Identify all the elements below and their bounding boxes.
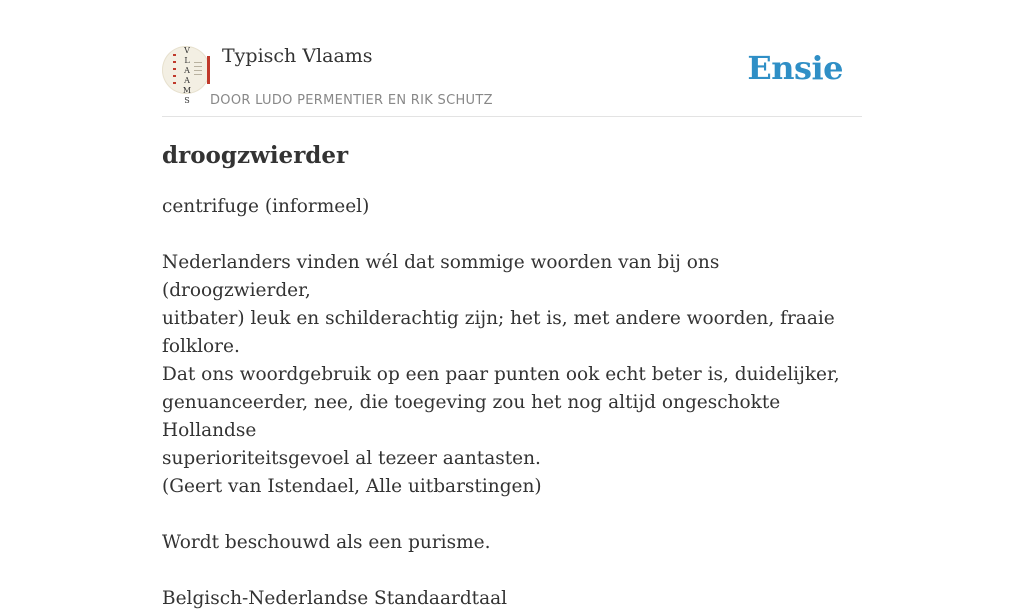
book-authors: DOOR LUDO PERMENTIER EN RIK SCHUTZ <box>210 93 493 108</box>
quote-line: genuanceerder, nee, die toegeving zou het nog altijd ongeschokte Hollandse <box>162 392 781 441</box>
dictionary-entry <box>162 117 862 613</box>
logo-red-bar <box>207 56 210 84</box>
entry-headword: droogzwierder <box>162 142 349 169</box>
ensie-logo[interactable]: Ensie <box>747 49 843 87</box>
entry-definition: centrifuge (informeel) <box>162 196 370 217</box>
logo-red-dots <box>173 54 176 89</box>
site-header <box>162 0 862 117</box>
quote-line: superioriteitsgevoel al tezeer aantasten. <box>162 448 541 469</box>
quote-source: (Geert van Istendael, Alle uitbarstingen) <box>162 476 542 497</box>
book-title[interactable]: Typisch Vlaams <box>222 45 373 67</box>
entry-note: Wordt beschouwd als een purisme. <box>162 532 491 553</box>
book-logo[interactable] <box>162 46 210 105</box>
entry-quote <box>162 249 862 501</box>
entry-body <box>162 193 862 613</box>
entry-category: Belgisch-Nederlandse Standaardtaal <box>162 588 508 609</box>
quote-line: Dat ons woordgebruik op een paar punten ook echt beter is, duidelijker, <box>162 364 840 385</box>
page-container <box>162 0 862 613</box>
quote-line: uitbater) leuk en schilderachtig zijn; het is, met andere woorden, fraaie folklore. <box>162 308 835 357</box>
logo-letters: V L A A M S <box>182 46 192 105</box>
quote-line: Nederlanders vinden wél dat sommige woorden van bij ons (droogzwierder, <box>162 252 720 301</box>
logo-text-lines <box>194 62 202 78</box>
